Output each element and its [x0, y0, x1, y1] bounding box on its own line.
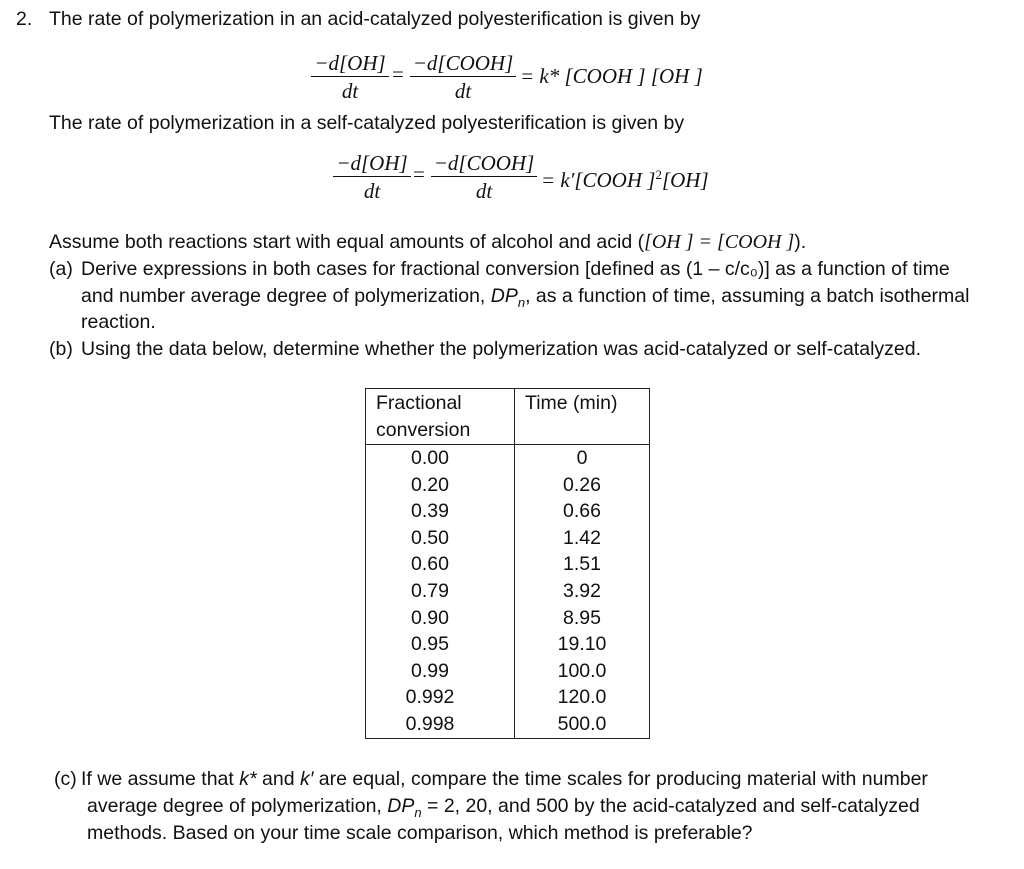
cell-conversion: 0.998 [366, 711, 515, 738]
table-row [366, 472, 650, 499]
cell-time: 0.66 [515, 498, 650, 525]
part-c-line1: If we assume that k* and k′ are equal, compare the time scales for producing material with number [81, 768, 928, 790]
eq2-numerator-cooh: −d[COOH] [431, 150, 537, 177]
eq1-equals: = [392, 62, 404, 86]
cell-conversion: 0.00 [366, 445, 515, 472]
eq2-denominator-dt: dt [363, 179, 381, 203]
part-a-line3: reaction. [81, 311, 156, 333]
intro-acid-text: The rate of polymerization in an acid-catalyzed polyesterification is given by [49, 8, 701, 30]
table-header-row [366, 389, 650, 445]
part-c-line2: average degree of polymerization, $DP_n = 2$, 20, and 500 by the acid-catalyzed and self-catalyzed [87, 795, 920, 820]
cell-conversion: 0.60 [366, 551, 515, 578]
eq2-rhs: = k′[COOH ]$^2$[OH] [541, 167, 709, 192]
cell-time: 500.0 [515, 711, 650, 738]
header-fractional-conversion: Fractional conversion [366, 389, 515, 445]
table-row [366, 445, 650, 472]
part-a-line1: Derive expressions in both cases for fractional conversion [defined as (1 – c/c₀)] as a function of time [81, 258, 950, 280]
cell-time: 19.10 [515, 631, 650, 658]
part-b-label: (b) [49, 338, 73, 360]
table-row [366, 631, 650, 658]
part-a-label: (a) [49, 258, 73, 280]
part-b-text: Using the data below, determine whether the polymerization was acid-catalyzed or self-catalyzed. [81, 338, 922, 360]
cell-conversion: 0.99 [366, 658, 515, 685]
part-c-line3: methods. Based on your time scale comparison, which method is preferable? [87, 822, 753, 844]
cell-time: 3.92 [515, 578, 650, 605]
part-c-label: (c) [54, 768, 77, 790]
cell-time: 1.51 [515, 551, 650, 578]
eq2-equals: = [413, 162, 425, 186]
conversion-time-table [365, 388, 650, 739]
cell-time: 100.0 [515, 658, 650, 685]
cell-time: 120.0 [515, 684, 650, 711]
eq2-denominator-dt-2: dt [475, 179, 493, 203]
table-row [366, 658, 650, 685]
cell-time: 1.42 [515, 525, 650, 552]
header-time: Time (min) [515, 389, 650, 445]
cell-time: 0.26 [515, 472, 650, 499]
cell-conversion: 0.90 [366, 605, 515, 632]
cell-time: 0 [515, 445, 650, 472]
cell-conversion: 0.79 [366, 578, 515, 605]
eq1-numerator-oh: −d[OH] [311, 50, 389, 77]
cell-conversion: 0.50 [366, 525, 515, 552]
cell-conversion: 0.39 [366, 498, 515, 525]
eq1-denominator-dt: dt [341, 79, 359, 103]
eq1-numerator-cooh: −d[COOH] [410, 50, 516, 77]
table-row [366, 525, 650, 552]
eq2-numerator-oh: −d[OH] [333, 150, 411, 177]
part-a-line2: and number average degree of polymerization, $DP_n$, as a function of time, assuming a batch isothermal [81, 285, 970, 310]
table-row [366, 498, 650, 525]
cell-conversion: 0.20 [366, 472, 515, 499]
intro-self-text: The rate of polymerization in a self-catalyzed polyesterification is given by [49, 112, 685, 134]
eq1-rhs: = k* [COOH ] [OH ] [520, 64, 703, 88]
table-row [366, 578, 650, 605]
cell-conversion: 0.992 [366, 684, 515, 711]
table-row [366, 551, 650, 578]
table-row [366, 711, 650, 738]
eq1-denominator-dt-2: dt [454, 79, 472, 103]
table-row [366, 684, 650, 711]
cell-time: 8.95 [515, 605, 650, 632]
assumption-line: Assume both reactions start with equal amounts of alcohol and acid ([OH ] = [COOH ]). [49, 231, 807, 253]
cell-conversion: 0.95 [366, 631, 515, 658]
problem-number: 2. [16, 8, 33, 30]
table-row [366, 605, 650, 632]
